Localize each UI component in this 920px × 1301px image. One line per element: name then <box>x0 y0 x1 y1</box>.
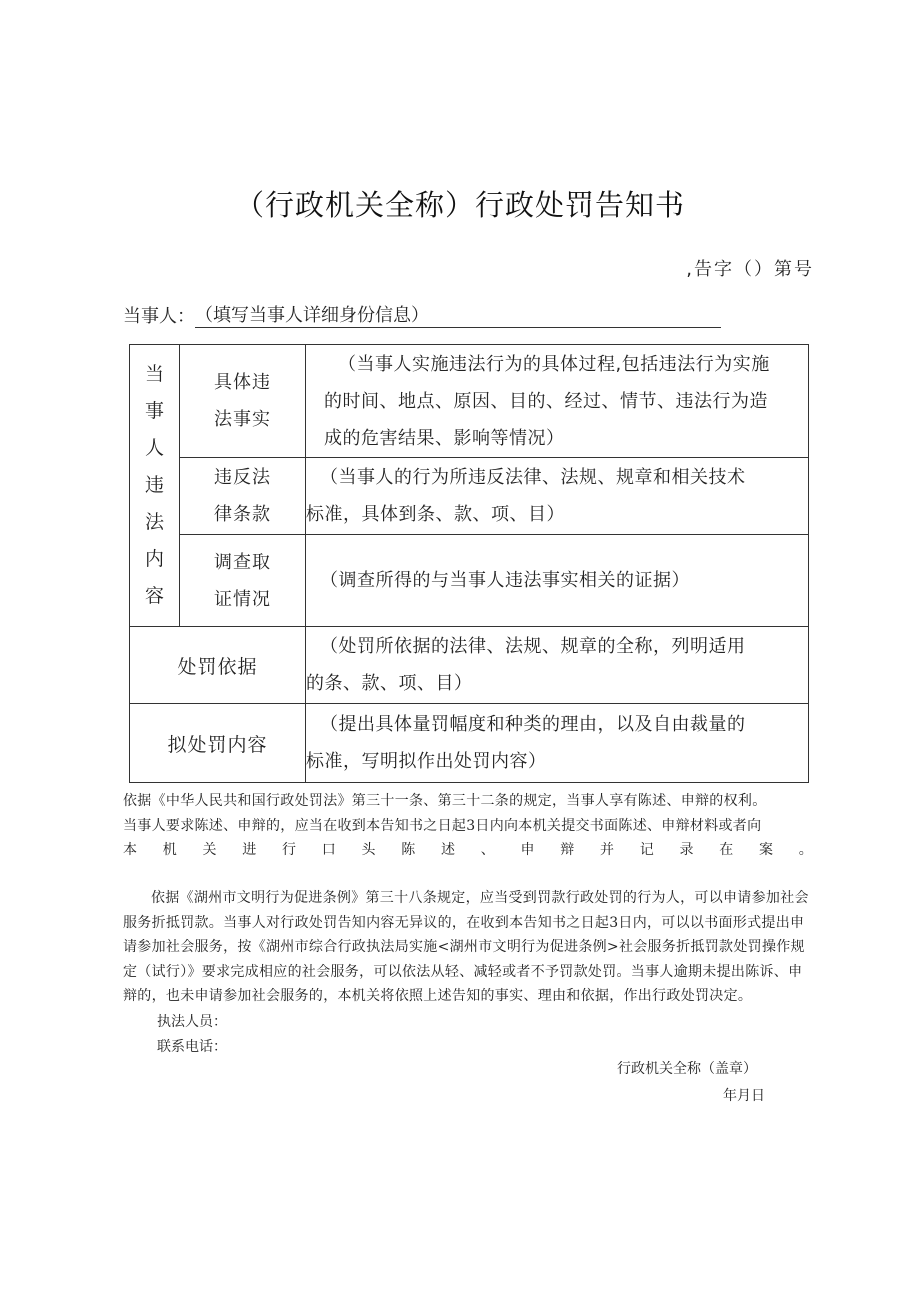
table-row-facts <box>130 345 809 458</box>
document-number: ,告字（）第号 <box>686 259 814 280</box>
table-row-violated-law <box>130 458 809 535</box>
content-investigation: （调查所得的与当事人违法事实相关的证据） <box>306 535 809 627</box>
content-proposed-penalty: （提出具体量罚幅度和种类的理由，以及自由裁量的 标准，写明拟作出处罚内容） <box>306 704 809 783</box>
rights-line-1: 依据《中华人民共和国行政处罚法》第三十一条、第三十二条的规定，当事人享有陈述、申辩的权利。 <box>123 793 767 809</box>
content-violated-law: （当事人的行为所违反法律、法规、规章和相关技术 标准，具体到条、款、项、目） <box>306 458 809 535</box>
community-service-paragraph: 依据《湖州市文明行为促进条例》第三十八条规定，应当受到罚款行政处罚的行为人，可以申请参加社会服务折抵罚款。当事人对行政处罚告知内容无异议的，在收到本告知书之日起3日内，可以以书面形式提出申请参加社会服务，按《湖州市综合行政执法局实施<湖州市文明行为促进条例>社会服务折抵罚款处罚操作规定（试行）》要求完成相应的社会服务，可以依法从轻、减轻或者不予罚款处罚。当事人逾期未提出陈诉、申辩的，也未申请参加社会服务的，本机关将依照上述告知的事实、理由和依据，作出行政处罚决定。 <box>123 890 809 1004</box>
agency-seal: 行政机关全称（盖章） <box>617 1061 757 1077</box>
party-line <box>123 302 721 328</box>
label-penalty-basis: 处罚依据 <box>130 627 306 704</box>
document-title: （行政机关全称）行政处罚告知书 <box>234 188 685 222</box>
party-underline <box>429 305 721 328</box>
officer-label: 执法人员： <box>157 1014 227 1030</box>
label-facts: 具体违 法事实 <box>180 345 306 458</box>
phone-label: 联系电话： <box>157 1039 227 1055</box>
content-penalty-basis: （处罚所依据的法律、法规、规章的全称，列明适用 的条、款、项、目） <box>306 627 809 704</box>
date-line: 年月日 <box>723 1088 765 1104</box>
group-label-violation-content: 当 事 人 违 法 内 容 <box>130 345 180 627</box>
party-label: 当事人： <box>123 306 195 327</box>
table-row-investigation <box>130 535 809 627</box>
rights-line-2: 当事人要求陈述、申辩的，应当在收到本告知书之日起3日内向本机关提交书面陈述、申辩材料或者向 <box>123 817 762 834</box>
label-violated-law: 违反法 律条款 <box>180 458 306 535</box>
label-proposed-penalty: 拟处罚内容 <box>130 704 306 783</box>
label-investigation: 调查取 证情况 <box>180 535 306 627</box>
party-value: （填写当事人详细身份信息） <box>195 305 429 326</box>
violation-table <box>129 344 809 783</box>
content-facts: （当事人实施违法行为的具体过程,包括违法行为实施 的时间、地点、原因、目的、经过、情节、违法行为造 成的危害结果、影响等情况） <box>306 345 809 458</box>
rights-line-3: 本机关进行口头陈述、申辩并记录在案。 <box>123 842 813 858</box>
table-row-penalty-basis <box>130 627 809 704</box>
rights-paragraph <box>123 789 813 863</box>
table-row-proposed-penalty <box>130 704 809 783</box>
